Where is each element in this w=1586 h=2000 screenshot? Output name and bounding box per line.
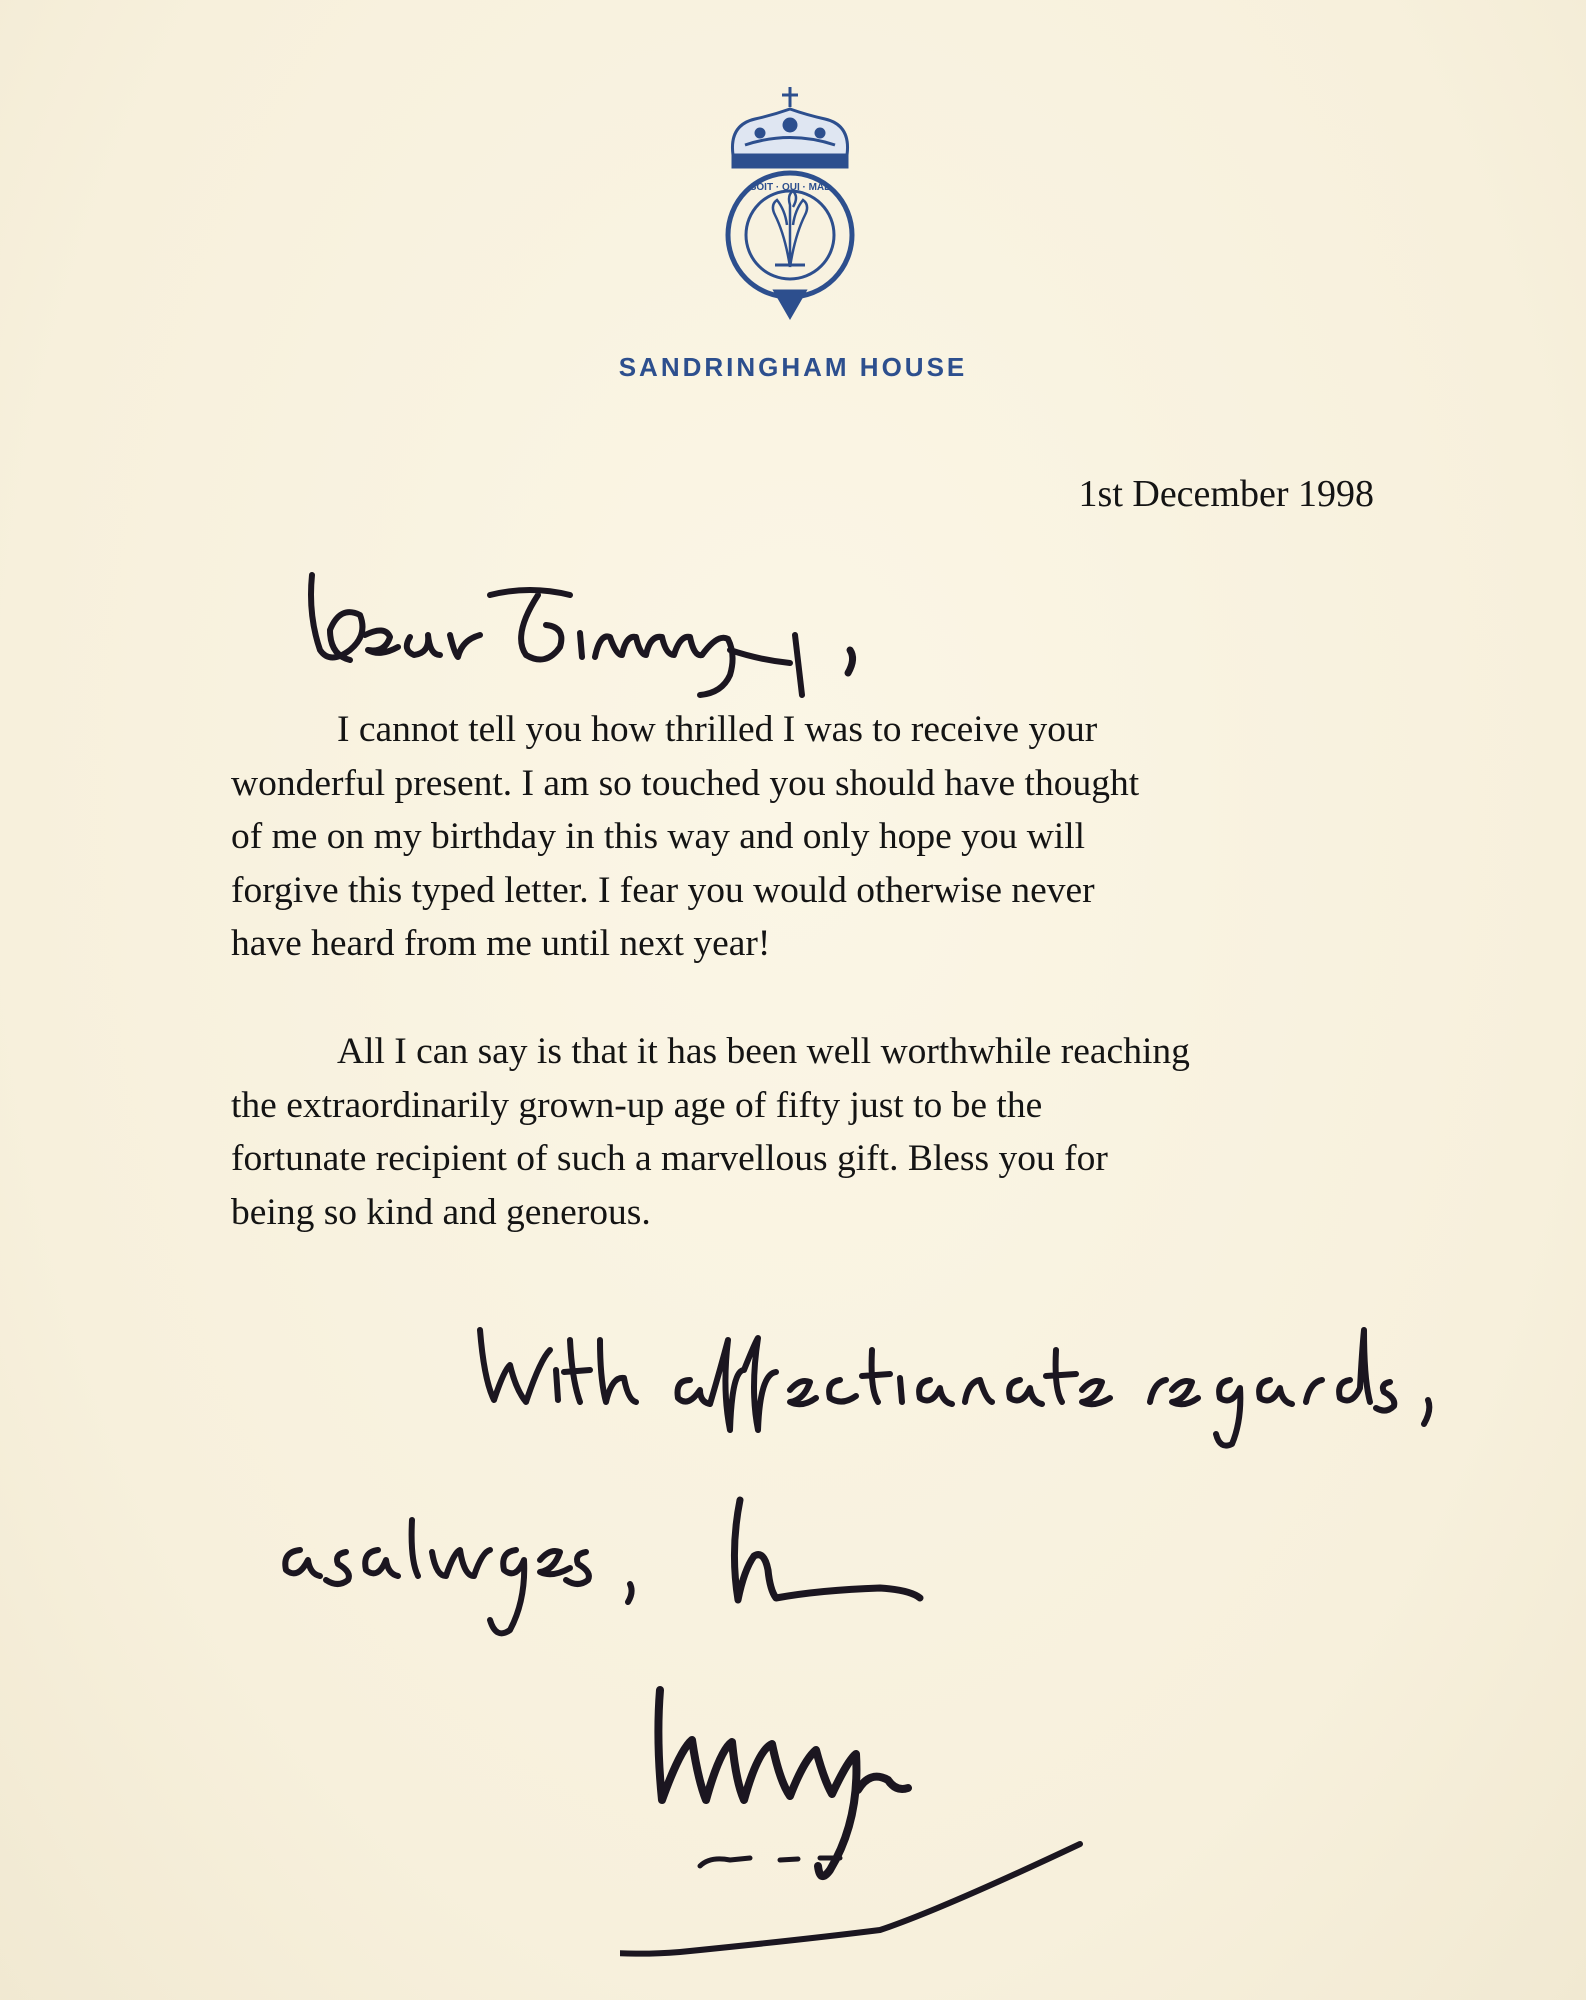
body-paragraph-1 [231, 703, 1391, 971]
royal-crest-icon [715, 85, 865, 325]
body-line: fortunate recipient of such a marvellous gift. Bless you for [231, 1138, 1108, 1179]
letter-date: 1st December 1998 [1078, 473, 1374, 515]
body-line: have heard from me until next year! [231, 923, 771, 964]
letterhead-title: SANDRINGHAM HOUSE [618, 352, 968, 382]
body-line: being so kind and generous. [231, 1191, 651, 1233]
body-paragraph-2 [231, 1025, 1391, 1239]
svg-text:SOIT · QUI · MAL: SOIT · QUI · MAL [749, 182, 831, 193]
body-line: of me on my birthday in this way and only hope you will [231, 816, 1086, 857]
body-line: forgive this typed letter. I fear you would otherwise never [231, 869, 1095, 911]
body-line: the extraordinarily grown-up age of fifty just to be the [231, 1084, 1043, 1126]
handwritten-closing-line-2 [260, 1480, 1140, 1640]
handwritten-salutation [290, 555, 990, 705]
body-line: wonderful present. I am so touched you should have thought [231, 762, 1140, 804]
handwritten-signature [620, 1670, 1140, 1970]
body-line: All I can say is that it has been well worthwhile reaching [337, 1031, 1190, 1072]
handwritten-closing-line-1 [460, 1310, 1460, 1460]
body-line: I cannot tell you how thrilled I was to receive your [337, 709, 1098, 750]
